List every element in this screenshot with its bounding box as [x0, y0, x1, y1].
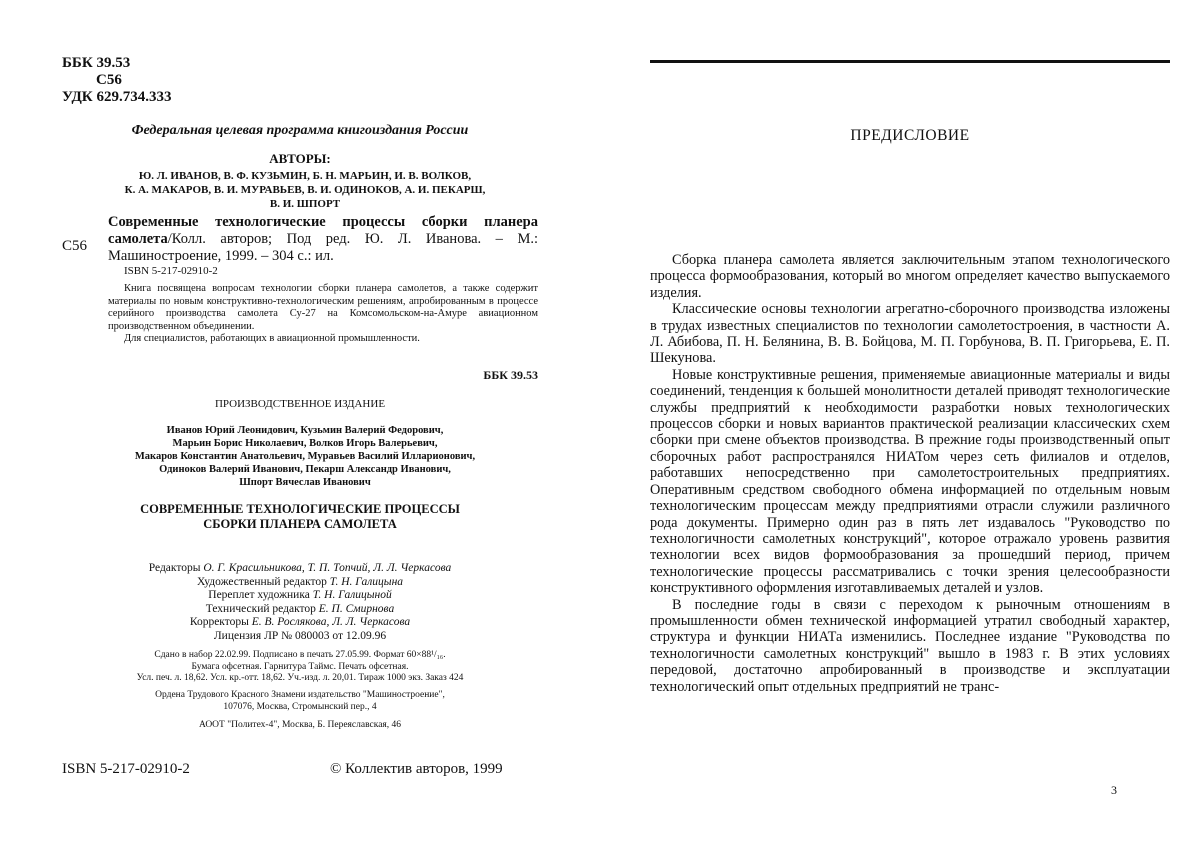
book-publication-details: /Колл. авторов; Под ред. Ю. Л. Иванова. – М.: Машиностроение, 1999. – 304 с.: ил.: [108, 231, 538, 264]
annotation-audience: Для специалистов, работающих в авиационной промышленности.: [124, 333, 420, 344]
book-title-caps: [0, 502, 600, 532]
preface-heading: ПРЕДИСЛОВИЕ: [850, 127, 970, 144]
program-line: Федеральная целевая программа книгоиздания России: [131, 123, 469, 138]
isbn-entry: ISBN 5-217-02910-2: [124, 265, 218, 277]
print-line: Усл. печ. л. 18,62. Усл. кр.-отт. 18,62. Уч.-изд. л. 20,01. Тираж 1000 экз. Заказ 424: [136, 673, 464, 683]
page-number: 3: [1111, 783, 1117, 797]
printer-info: АООТ "Политех-4", Москва, Б. Переяславская, 46: [198, 720, 402, 730]
title-line: СБОРКИ ПЛАНЕРА САМОЛЕТА: [203, 517, 397, 531]
names-line: Марьин Борис Николаевич, Волков Игорь Валерьевич,: [172, 438, 438, 449]
author-full-names: [90, 424, 520, 489]
authors-line: Ю. Л. ИВАНОВ, В. Ф. КУЗЬМИН, Б. Н. МАРЬИН, И. В. ВОЛКОВ,: [138, 170, 472, 182]
title-line: СОВРЕМЕННЫЕ ТЕХНОЛОГИЧЕСКИЕ ПРОЦЕССЫ: [140, 502, 460, 516]
print-info: [0, 650, 600, 685]
udk-code: УДК 629.734.333: [62, 89, 172, 105]
names-line: Иванов Юрий Леонидович, Кузьмин Валерий Федорович,: [166, 425, 444, 436]
license-line: Лицензия ЛР № 080003 от 12.09.96: [213, 630, 387, 642]
book-title: Современные технологические процессы сборки планера самолета: [108, 214, 538, 247]
paragraph: В последние годы в связи с переходом к рыночным отношениям в промышленности обмен технической информацией утратил свободный характер, структура и функции НИАТа изменились. Последнее издание "Руководства по технологичности самолетных конструкций" вышло в 1983 г. В этих условиях передовой, достаточно апробированный в производстве и эксплуатации технологический опыт отдельных предприятий не транс-: [650, 596, 1170, 695]
annotation-text: Книга посвящена вопросам технологии сборки планера самолетов, а также содержит материалы по новым конструктивно-технологическим решениям, апробированным в процессе серийного производства самолета Су-27 на Комсомольском-на-Амуре авиационном производственном объединении.: [108, 283, 538, 332]
right-page-preface: [600, 0, 1200, 862]
print-line: Сдано в набор 22.02.99. Подписано в печать 27.05.99. Формат 60×88¹/₁₆.: [154, 650, 446, 660]
bbk-code: ББК 39.53: [62, 55, 131, 71]
publisher-info: [0, 690, 600, 713]
top-rule: [650, 60, 1170, 63]
authors-list: [70, 169, 540, 211]
isbn-bottom: ISBN 5-217-02910-2: [62, 761, 190, 777]
paragraph: Классические основы технологии агрегатно-сборочного производства изложены в трудах известных специалистов по технологии самолетостроения, в частности А. Л. Абибова, П. Н. Белянина, В. В. Бойцова, М. П. Горбунова, В. П. Григорьева, Е. П. Шекунова.: [650, 301, 1170, 367]
author-mark: С56: [96, 72, 122, 88]
credit-proofreaders: Корректоры Е. В. Рослякова, Л. Л. Черкасова: [189, 616, 411, 628]
credit-editors: Редакторы О. Г. Красильникова, Т. П. Топчий, Л. Л. Черкасова: [148, 562, 452, 574]
paragraph: Сборка планера самолета является заключительным этапом технологического процесса формообразования, который во многом определяет качество выпускаемого изделия.: [650, 252, 1170, 301]
credit-cover: Переплет художника Т. Н. Галицыной: [208, 589, 392, 601]
preface-body: [650, 252, 1170, 695]
publisher-line: Ордена Трудового Красного Знамени издательство "Машиностроение",: [155, 690, 445, 700]
production-edition-label: ПРОИЗВОДСТВЕННОЕ ИЗДАНИЕ: [214, 398, 386, 410]
classification-block: [62, 55, 171, 106]
annotation: [108, 283, 538, 346]
paragraph: Новые конструктивные решения, применяемые авиационные материалы и виды соединений, тенденция к большей монолитности деталей приводят технологические службы предприятий к необходимости разработки новых технологических процессов сборки и новых вариантов практической реализации классических схем сборки при смене объектов производства. В прежние годы производственный опыт сборочных работ распространялся НИАТом через сеть филиалов и отделов, работавших непосредственно при самолетостроительных предприятиях. Оперативным средством свободного обмена информацией по отдельным новым технологическим процессам между предприятиями отрасли служили различного рода документы. Примерно один раз в пять лет издавалось "Руководство по технологичности самолетных конструкций", которое отражало уровень развития технологии всех видов формообразования за прошедший период, причем технологические процессы рассматривались с точки зрения целесообразности конструктивного оформления изготавливаемых деталей и узлов.: [650, 366, 1170, 597]
names-line: Одиноков Валерий Иванович, Пекарш Александр Иванович,: [159, 464, 451, 475]
authors-line: В. И. ШПОРТ: [269, 198, 341, 210]
bbk-code-right: ББК 39.53: [483, 368, 538, 382]
names-line: Макаров Константин Анатольевич, Муравьев Василий Илларионович,: [134, 451, 476, 462]
author-mark-margin: С56: [62, 238, 88, 254]
editorial-credits: [0, 562, 600, 630]
authors-line: К. А. МАКАРОВ, В. И. МУРАВЬЕВ, В. И. ОДИНОКОВ, А. И. ПЕКАРШ,: [124, 184, 486, 196]
publisher-line: 107076, Москва, Стромынский пер., 4: [223, 701, 377, 712]
bibliographic-entry: [108, 214, 538, 265]
copyright: © Коллектив авторов, 1999: [330, 761, 503, 777]
names-line: Шпорт Вячеслав Иванович: [239, 477, 371, 488]
authors-title: АВТОРЫ:: [269, 151, 331, 166]
print-line: Бумага офсетная. Гарнитура Таймс. Печать офсетная.: [191, 661, 409, 672]
credit-art-editor: Художественный редактор Т. Н. Галицына: [196, 575, 404, 588]
credit-tech-editor: Технический редактор Е. П. Смирнова: [205, 602, 395, 615]
